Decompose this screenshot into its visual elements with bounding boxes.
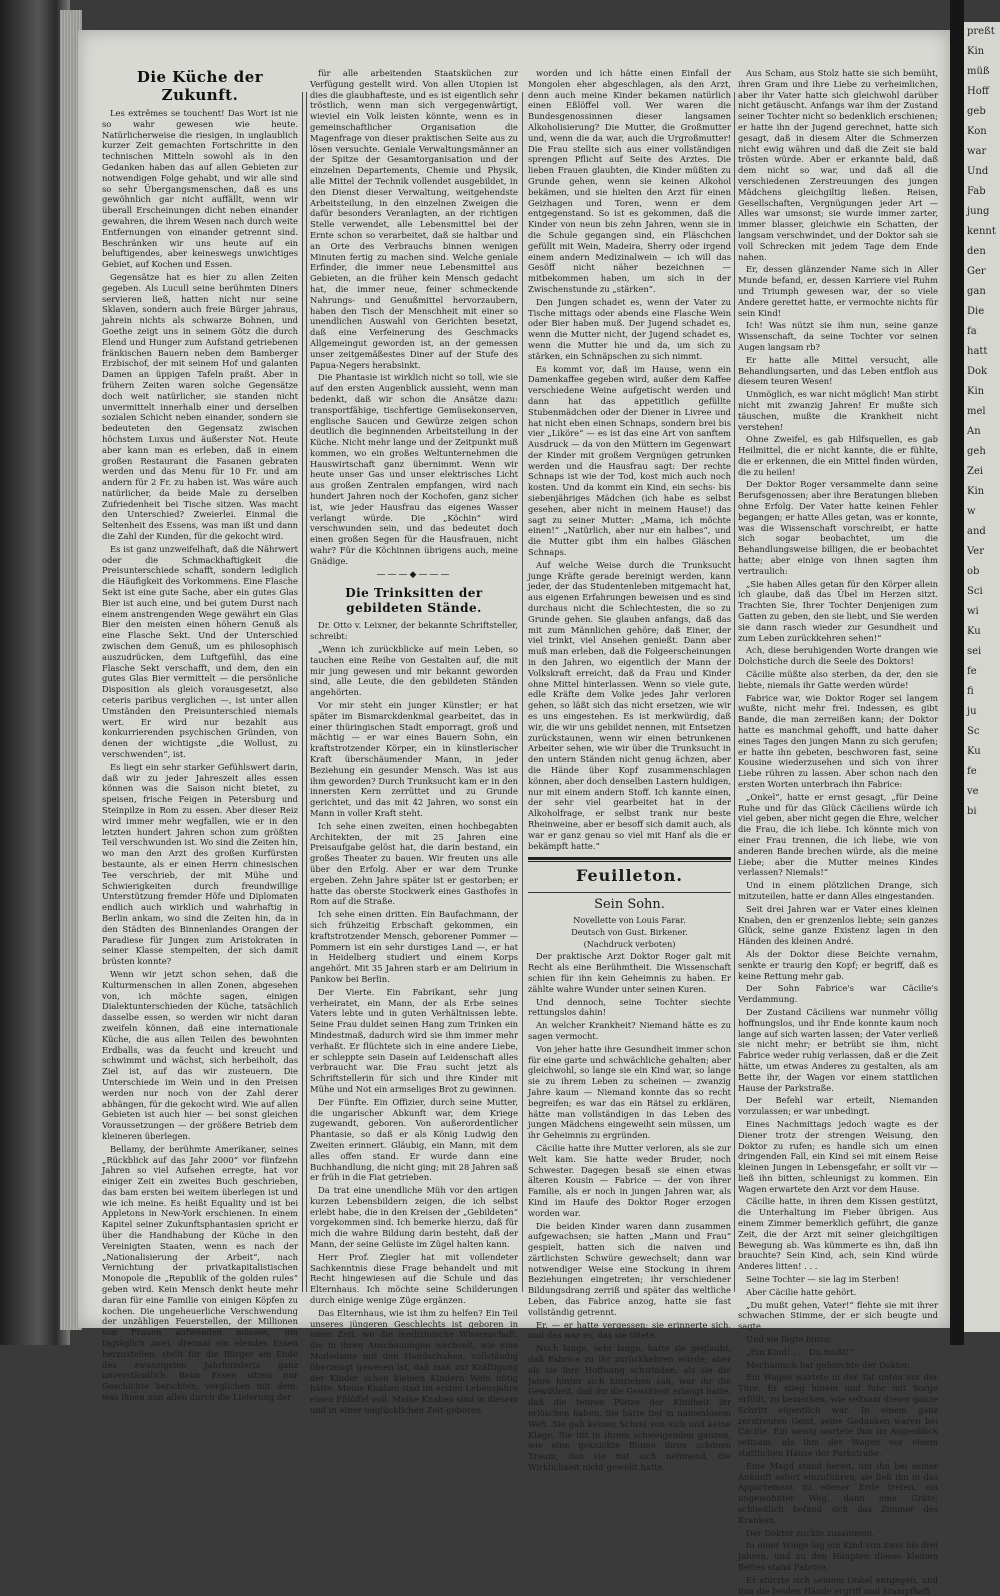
paragraph: Gegensätze hat es hier zu allen Zeiten gegeben. Als Lucull seine berühmten Diners servieren ließ, hatten nicht nur seine Sklaven, sondern auch freie Bürger jahraus, jahrein nichts als schwarze Bohnen, und Goethe zeigt uns in seinem Götz die durch Elend und Hunger zum Aufstand getriebenen fränkischen Bauern neben dem Bamberger Erzbischof, der mit seinem Hof und galanten Damen an üppigen Tafeln praßt. Aber in frühern Zeiten waren solche Gegensätze doch weit natürlicher, sie standen nicht unvermittelt innerhalb einer und derselben sozialen Schicht neben einander, sondern sie bedeuteten den Gegensatz zwischen höchstem Luxus und äußerster Not. Heute aber kann man es erleben, daß in einem großen Restaurant die Fasanen gebraten werden und das Menu für 10 Fr. und am andern für 2 Fr. zu haben ist. Was wäre auch natürlicher, da beide Male zu derselben Zufriedenheit bei Tische sitzen. Was macht den Unterschied? Zweierlei. Einmal die Seltenheit des Essens, was man ißt und dann die Zahl der Kunden, für die gekocht wird. — [102, 271, 298, 542]
paragraph: „Sie haben Alles getan für den Körper allein ich glaube, daß das Übel im Herzen sitzt. Trachten Sie, Ihrer Tochter Denjenigen zum Gatten zu geben, den sie liebt, und Sie werden sie dann rasch wieder zur Gesundheit und zum Leben zurückkehren sehen!“ — [738, 578, 938, 643]
column-rule — [522, 92, 523, 1292]
paragraph: Von jeher hatte ihre Gesundheit immer schon für eine garte und schwächliche gehalten; aber gleichwohl, so lange sie ein Kind war, so lange sie zu ihrem Leben zu scheinen — zwanzig Jahre kaum — Niemand konnte das so recht begreifen; es war das ein Rätsel zu erklären, hätte man vollständigen in das Leben des jungen Mädchens eingeweiht sein müssen, um ihr Geheimnis zu ergründen. — [528, 1043, 731, 1141]
paragraph: worden und ich hätte einen Einfall der Mongolen eher abgeschlagen, als den Arzt, denn auch meine Kinder bekamen natürlich einen Eßlöffel voll. Wer waren die Bundesgenossinnen dieser langsamen Alkoholisierung? Die Mutter, die Großmutter und, wenn die da war, auch die Urgroßmutter! Die Frau stellte sich aus einer vollständigen sprengen Pflicht auf Seite des Arztes. Die lieben Frauen glaubten, die Kinder müßten zu Grunde gehen, wenn sie keinen Alkohol bekämen, und sie hielten den Arzt für einen Geizhagen und Toren, wenn er dem entgegenstand. So ist es gekommen, daß die Kinder von neun bis zehn Jahren, wenn sie in die Schule gegangen sind, ein Fläschchen gefüllt mit Wein, Madeira, Sherry oder irgend einem andern Medizinalwein — ich will das Gesöff nicht näher bezeichnen — mitbekommen haben, um sich in der Zwischenstunde zu „stärken“. — [528, 68, 731, 294]
next-page-fragment: mel — [967, 406, 986, 417]
next-page-fragment: Sc — [967, 726, 980, 737]
next-page-fragment: Kon — [967, 126, 987, 137]
paragraph: Es liegt ein sehr starker Gefühlswert darin, daß wir zu jeder Jahreszeit alles essen können was die Saison nicht bietet, zu speisen, frische Feigen in Petersburg und Steinpilze in Rom zu essen. Aber dieser Reiz wird immer mehr wegfallen, wie er in den letzten hundert Jahren schon zum größten Teil verschwunden ist. Wo sind die Zeiten hin, wo man den Arzt des großen Kurfürsten bestaunte, als er einen Herrn chinesischen Tee verschrieb, der mit Mühe und Schwierigkeiten durch freundwillige Unterstützung fremder Höfe und Diplomaten endlich auch wirklich und wahrhaftig in Berlin ankam, wo sind die Zeiten hin, da in den Städten des Binnenlandes Orangen der Paradiese für Jungen zum Aristokraten in seiner Klasse stempelten, der sich damit brüsten konnte? — [102, 761, 298, 967]
section-divider: ———◆——— — [376, 569, 452, 580]
paragraph: Er, dessen glänzender Name sich in Aller Munde befand, er, dessen Karriere viel Ruhm und Triumph gewesen war, der so viele Andere gerettet hatte, er vermochte nichts für sein Kind! — [738, 264, 938, 318]
next-page-fragment: Ku — [967, 746, 981, 757]
paragraph: Der Befehl war erteilt, Niemanden vorzulassen; er war unbedingt. — [738, 1095, 938, 1117]
paragraph: Seine Tochter — sie lag im Sterben! — [746, 1274, 900, 1285]
next-page-fragment: Kin — [967, 486, 985, 497]
paragraph: Es ist ganz unzweifelhaft, daß die Nährwert oder die Schmackhaftigkeit die Preisunterschiede schafft, sondern lediglich die Häufigkeit des Vorkommens. Eine Flasche Sekt ist eine gute Sache, aber ein gutes Glas Bier ist auch eine, und bei gutem Durst nach einem anstrengenden Wege gewährt ein Glas Bier den meisten einen höhern Genuß als eine Flasche Sekt. Und der Unterschied zwischen dem Genuß, um es philosophisch auszudrücken, dem Luftgefühl, das eine Flasche Sekt verschafft, und dem, den ein gutes Glas Bier vermittelt — die persönliche Disposition als gleich vorausgesetzt, also ceteris paribus verglichen —, ist unter allen Umständen den Preisunterschied niemals wert. Er wird nur bezahlt aus konkurrierenden psychischen Gründen, von denen der wichtigste „die Wollust, zu verschwenden“, ist. — [102, 543, 298, 760]
paragraph: Fabrice war, wie Doktor Roger sei langem wußte, nicht mehr frei. Indessen, es gibt Bande, die man zerreißen kann; der Doktor hatte es manchmal gehofft, und hatte daher eines Tages den jungen Mann zu sich gerufen; er hatte ihn gebeten, beschworen fast, seine Kousine wiederzusehen und sich von ihrer Liebe rühren zu lassen. Aber schon nach den ersten Worten unterbrach ihn Fabrice: — [738, 692, 938, 789]
column-3 — [528, 68, 731, 1473]
page-gap — [950, 0, 964, 1345]
next-page-fragment: wi — [967, 606, 979, 617]
paragraph: für alle arbeitenden Staatsküchen zur Verfügung gestellt wird. Von allen Utopien ist dies die glaubhafteste, und es ist eigentlich sehr tröstlich, wenn man sich vergegenwärtigt, wieviel ein Volk leisten könnte, wenn es in gemeinschaftlicher Organisation die Magenfrage von dieser praktischen Seite aus zu lösen versuchte. Geniale Verwaltungsmänner an der Spitze der Gesamtorganisation und der einzelnen Departements, Chemie und Physik, alle Mittel der Technik vollendet ausgebildet, in den Dienst dieser Verwaltung, weitgehendste Arbeitsteilung, in den einzelnen Zweigen die dafür besonders Veranlagten, an der richtigen Stelle verwendet, alle Lebensmittel bei der Ernte schon so verarbeitet, daß sie haltbar und an Orte des Verbrauchs binnen wenigen Minuten fertig zu machen sind. Welche geniale Erfinder, die immer neue Lebensmittel aus Gebieten, an die früher kein Mensch gedacht hat, die immer neue, feiner schmeckende Nahrungs- und Genußmittel hervorzaubern, haben den Tisch der Menschheit mit einer so unendlichen Auswahl von Gerichten besetzt, daß eine Verfeinerung des Geschmacks Allgemeingut geworden ist, an der gemessen unser zeitgemäßestes Diner auf der Stufe des Papua-Negers herabsinkt. — [310, 68, 518, 370]
paragraph: Als der Doktor diese Beichte vernahm, senkte er traurig den Kopf; er begriff, daß es keine Rettung mehr gab. — [738, 948, 938, 981]
next-page-fragment: müß — [967, 66, 990, 77]
paragraph: Und dennoch, seine Tochter siechte rettungslos dahin! — [528, 996, 731, 1018]
paragraph: Mechanisch hat gehorchte der Doktor. — [746, 1359, 910, 1370]
next-page-fragment: preßt — [967, 26, 995, 37]
paragraph: Ein Wagen wartete in der Tat unten vor der Türe. Er stieg hinein und fuhr mit Sorge erfüllt, zu bemerken, wie seltsam dieser ganze Schritt eigentlich war. In einem ganz zerstreuten Geist, seine Gedanken waren bei Cäcilie. Ein wenig wartete ihm im Augenblick seltsam, als ihm der Wagen vor einem stattlichen Hause der Parkstraße. — [738, 1372, 938, 1459]
paragraph: Seit drei Jahren war er Vater eines kleinen Knaben, den er grenzenlos liebte; sein ganzes Glück, seine ganze Existenz lagen in den Händen des kleinen André. — [738, 903, 938, 947]
paragraph: Ohne Zweifel, es gab Hilfsquellen, es gab Heilmittel, die er nicht kannte, die er fühlte, die er erkennen, die ein Mittel finden würden, die zu heilen! — [738, 434, 938, 477]
paragraph: Das Elternhaus, wie ist ihm zu helfen? Ein Teil unseres jüngeren Geschlechts ist geboren in einer Zeit, wo die medizinische Wissenschaft, die in ihren Anschauungen wechselt, wie eine Modedame mit den Handschuhen, vollständig überzeugt gewesen ist, daß man zur Kräftigung der Kinder schon kleinen Kindern Wein nötig hätte. Meine Knaben sind im ersten Lebensjahre einen Eßlöffel voll. Meine Knaben sind in diesem und in einer unglücklichen Zeit geboren — [310, 1307, 518, 1416]
paragraph: Wenn wir jetzt schon sehen, daß die Kulturmenschen in allen Zonen, abgesehen von, ich möchte sagen, einigen Dialektunterschieden der Küche, tatsächlich dasselbe essen, so werden wir nicht daran zweifeln können, daß eine internationale Küche, die aus allen Teilen des bewohnten Erdballs, was da feucht und kreucht und schwimmt und wächst, sich herbeiholt, das Ziel ist, auf das wir zusteuern. Die Unterschiede im Wein und in den Preisen werden nur noch von der Zahl derer abhängen, für die gekocht wird. Wie auf allen Gebieten ist auch hier — bei sonst gleichen Voraussetzungen — der größere Betrieb dem kleineren überlegen. — [102, 968, 298, 1141]
next-page-fragment: sei — [967, 646, 982, 657]
paragraph: Noch lange, sehr lange, hatte sie geglaubt, daß Fabrice zu ihr zurückkehren würde; aber als sie ihre Hoffnung schwinden, als sie die Jahre hinter sich hinziehen sah, war ihr die Gewißheit, daß ihr die Gewißheit erlangt hatte, daß die teuren Plätze der Kindheit ihr erlöschen haben. Sie hätte tief in namenlosem Weh. Sie gab keinen Schrei von sich und keine Klage. Sie litt in ihrem schweigenden ganzen, wie eine geknickte Blume ihren schönen Traum, den sie mit sich nehmend, die Wirklichkeit nicht gewollt hatte. — [528, 1343, 731, 1473]
next-page-fragment: w — [967, 506, 976, 517]
paragraph: In einer Wiege lag ein Kind von zwei bis drei Jahren, und zu den Häupten dieses kleinen Bettes stand Fabrice. — [738, 1540, 938, 1572]
next-page-fragment: ve — [967, 786, 979, 797]
novel-title: Sein Sohn. — [594, 897, 665, 913]
column-4 — [738, 68, 938, 1596]
paragraph: Ich sehe einen zweiten, einen hochbegabten Architekten, der mit 25 Jahren eine Preisaufgabe gelöst hat, die darin bestand, ein großes Theater zu bauen. Wir freuten uns alle über den Erfolg. Aber er war dem Trunke ergeben. Zehn Jahre später ist er gestorben; er hatte das oberste Stockwerk eines Gasthofes in Rom auf die Straße. — [310, 820, 518, 907]
paragraph: Und in einem plötzlichen Drange, sich mitzuteilen, hatte er dann Alles eingestanden. — [738, 880, 938, 901]
paragraph: Eine Magd stand bereit, um ihn bei seiner Ankunft sofort einzuführen; sie ließ ihn in das Appartement zu ebener Erde treten, ein ungewohnter Weg, dann eine Gräte; schließlich befand sich das Zimmer des Kranken. — [738, 1460, 938, 1525]
paragraph: Die Phantasie ist wirklich nicht so toll, wie sie auf den ersten Augenblick aussieht, wenn man bedenkt, daß wir schon die Ansätze dazu: transportfähige, tischfertige Gemüsekonserven, englische Saucen und Gewürze zeigen schon deutlich die beginnenden Arbeitsteilung in der Küche. Nicht mehr lange und der Zeitpunkt muß kommen, wo ein großes Weltunternehmen die Hauswirtschaft ganz übernimmt. Wenn wir heute unser Gas und unser elektrisches Licht aus großen Zentralen empfangen, wird nach hundert Jahren noch der Kochofen, ganz sicher ist, wie jeder Hausfrau das eigenes Wasser verlangt würde. Die „Köchin“ wird verschwunden sein, und das bedeutet doch einen großen Segen für die Hausfrauen, nicht wahr? Für die Köchinnen übrigens auch, meine Gnädige. — [310, 372, 518, 566]
paragraph: An welcher Krankheit? Niemand hätte es zu sagen vermocht. — [528, 1020, 731, 1041]
next-page-fragment: Ku — [967, 626, 981, 637]
paragraph: Ich! Was nützt sie ihm nun, seine ganze Wissenschaft, da seine Tochter vor seinen Augen langsam rb? — [738, 320, 938, 352]
feuilleton-heading: Feuilleton. — [576, 866, 683, 886]
feuilleton-rule — [528, 857, 731, 862]
paragraph: Les extrêmes se touchent! Das Wort ist nie so wahr gewesen wie heute. Natürlicherweise die riesigen, in unglaublich kurzer Zeit gemachten Fortschritte in den technischen Mitteln sowohl als in den Gedanken haben das auf allen Gebieten zur notwendigen Folge gehabt, und wir alle sind so sehr Übergangsmenschen, daß es uns gewöhnlich gar nicht auffällt, wenn wir überall Erscheinungen dicht neben einander gewahren, die ihrem Wesen nach durch weite Entfernungen von einander getrennt sind. Beschränken wir uns heute auf ein beluftigendes, aber keineswegs unwichtiges Gebiet, auf Kochen und Essen. — [102, 108, 298, 270]
divider — [528, 892, 731, 893]
next-page-fragment: Die — [967, 306, 985, 317]
next-page-fragment: Ger — [967, 266, 986, 277]
next-page-fragment: bi — [967, 806, 977, 817]
paragraph: Auf welche Weise durch die Trunksucht junge Kräfte gerade bereinigt werden, kann jeder, der das Studentenleben mitgemacht hat, aus eigenen Erfahrungen beweisen und es sind durchaus nicht die Schlechtesten, die so zu Grunde gehen. Sie glauben anfangs, daß das mit zum Männlichen gehöre; daß Einer, der viel trinkt, viel Ansehen genießt. Dann aber muß man erleben, daß die Folgeerscheinungen in den Jahren, wo eigentlich der Mann der Volkskraft erreicht, daß da Frau und Kinder ohne Mittel hinterlassen. Wenn so viele gute, edle Kräfte dem Volke jedes Jahr verloren gehen, so läßt sich das nicht ersetzen, wie wir es uns eingestehen. Es ist merkwürdig, daß wir, die wir uns gebildet nennen, mit Entsetzen zurückstaunen, wenn wir einen betrunkenen Arbeiter sehen, wie wir über die Trunksucht in den untern Ständen nicht genug ächzen, aber die Hände über Kopf zusammenschlagen können, aber doch denselben Lastern huldigen, nur mit einem andern Stoff. Ich kannte einen, der sehr viel gearbeitet hat in der Alkoholfrage, er selbst trank nur beste Rheinweine, aber er besoff sich damit auch, als war er ganz genau so viel mit Hanf als die er bekämpft hatte.“ — [528, 559, 731, 851]
novel-author: Novellette von Louis Farar. — [573, 915, 686, 926]
paragraph: Unmöglich, es war nicht möglich! Man stirbt nicht mit zwanzig Jahren! Er mußte sich täuschen, mußte die Krankheit nicht verstehen! — [738, 389, 938, 432]
next-page-fragment: and — [967, 526, 986, 537]
next-page-fragment: Fab — [967, 186, 986, 197]
next-page-fragment: hatt — [967, 346, 988, 357]
paragraph: Der Sohn Fabrice's war Cäcilie's Verdammung. — [738, 983, 938, 1005]
paragraph: „Du mußt gehen, Vater!“ flehte sie mit ihrer schwachen Stimme, der er sich beugte und sagte. — [738, 1299, 938, 1332]
paragraph: Cäcilie hatte, in ihren dem Kissen gestützt, die Unterhaltung im Fieber übrigen. Aus einem Zimmer bemerklich geführt, die ganze Zeit, die der Arzt mit seiner gleichgiltigen Bewegung ab. Was kümmerte es ihn, daß ihn brauchte? Sein Kind, ach, sein Kind würde Anderes litten! . . . — [738, 1196, 938, 1272]
paragraph: „Ein Kind! . . . Du mußt!“ — [746, 1346, 854, 1357]
next-page-fragment: gan — [967, 286, 986, 297]
next-page-fragment: war — [967, 146, 987, 157]
paragraph: Die beiden Kinder waren dann zusammen aufgewachsen; sie hatten „Mann und Frau“ gespielt, hatten sich die naiven und zärtlichsten Schwüre gewechselt; dann war notwendiger Weise eine Stockung in ihrem Beziehungen eingetreten; ihr verschiedener Bildungsdrang zerriß und später das weltliche Leben, das Fabrice anzog, hatte sie fast vollständig getrennt. — [528, 1220, 731, 1317]
paragraph: Der Zustand Cäciliens war nunmehr völlig hoffnungslos, und ihr Ende konnte kaum noch lange auf sich warten lassen; der Vater verließ sie nicht mehr; er betrübt sie ihm, nicht Fabrice weder ruhig verlassen, daß er die Zeit hätte, um etwas Anderes zu gestalten, als am Bette ihr, der Wagen vor einem stattlichen Hause der Parkstraße. — [738, 1006, 938, 1093]
paragraph: Es kommt vor, daß im Hause, wenn ein Damenkaffee gegeben wird, außer dem Kaffee verschiedene Weine aufgetischt werden und dann hat das appetitlich gefüllte Stubenmädchen oder der Diener in Livree und hat nicht eben einen Schnaps, sondern brei bis vier „Liköre“ — es ist das eine Art von sanftem Ausdruck — da von den Müttern im Gegenwart der Kinder mit großem Vergnügen getrunken werden und die Hausfrau sagt: Der rechte Schnaps ist wie der Tod, kost mich auch noch kosten. Und da kommt ein Kind, ein sechs- bis siebenjähriges Mädchen (ich habe es selbst gesehen, aber nicht in meinem Hause!) das sagt zu seiner Mutter: „Mama, ich möchte einen!“ „Natürlich, aber nur ein halbes“, und die Mutter gibt ihm ein halbes Gläschen Schnaps. — [528, 363, 731, 558]
paragraph: Ich sehe einen dritten. Ein Baufachmann, der sich frühzeitig Erbschaft gekommen, ein kraftstrotzender Mensch, geborener Pommer — Pommern ist ein sehr durstiges Land —, er hat in Heidelberg studiert und einem Korps angehört. Mit 35 Jahren starb er am Delirium in Pankow bei Berlin. — [310, 909, 518, 984]
column-rule — [302, 92, 307, 1292]
paragraph: Eines Nachmittags jedoch wagte es der Diener trotz der strengen Weisung, den Doktor zu rufen; es handle sich um einen dringenden Fall, ein Kind sei mit einem Reise kleinen Jungen in Lebensgefahr, er sollt vir — ließ ihn bitten, schleunigst zu kommen. Ein Wagen erwartete den Arzt vor dem Hause. — [738, 1118, 938, 1194]
paragraph: Ach, diese beruhigenden Worte drangen wie Dolchstiche durch die Seele des Doktors! — [738, 645, 938, 667]
next-page-fragment: Sci — [967, 586, 983, 597]
paragraph: Da trat eine unendliche Müh vor den artigen kurzen Lebensbildern zeigen, die ich selbst erlebt habe, die in den Kreisen der „Gebildeten“ vorgekommen sind. Ich bemerke hierzu, daß für mich die wahre Bildung darin besteht, daß der Mann, der seine Gelüste im Zügel halten kann. — [310, 1185, 518, 1250]
paragraph: Vor mir steht ein junger Künstler; er hat später im Bismarckdenkmal gearbeitet, das in einer thüringischen Stadt emporragt, groß und mächtig — er war eines Bauern Sohn, ein kraftstrotzender Körper, ein in künstlerischer Kraft überschäumender Mann, in jeder Beziehung ein gesunder Mensch. Was ist aus ihm geworden? Durch Trunksucht kam er in den innersten Kern zerrüttet und zu Grunde gerichtet, und das mit 42 Jahren, wo sonst ein Mann in voller Kraft steht. — [310, 700, 518, 818]
column-2 — [310, 68, 518, 1416]
next-page-fragment: jung — [967, 206, 990, 217]
next-page-fragment: fi — [967, 686, 974, 697]
paragraph: Cäcilie müßte also sterben, da der, den sie liebte, niemals ihr Gatte werden würde! — [738, 669, 938, 690]
paragraph: Er, — er hatte vergessen; sie erinnerte sich, und das war es, das sie tötete. — [528, 1319, 731, 1341]
next-page-fragment: fe — [967, 766, 977, 777]
next-page-edge — [964, 22, 1000, 1332]
next-page-fragment: den — [967, 246, 986, 257]
next-page-fragment: Kin — [967, 46, 985, 57]
next-page-fragment: Kin — [967, 386, 985, 397]
next-page-fragment: geb — [967, 106, 986, 117]
paragraph: Der Doktor zuckte zusammen. — [746, 1527, 875, 1538]
next-page-fragment: Und — [967, 166, 989, 177]
article-heading-trinksitten: Die Trinksitten der gebildeten Stände. — [345, 586, 483, 616]
paragraph: Dr. Otto v. Leixner, der bekannte Schriftsteller, schreibt: — [310, 620, 518, 642]
next-page-fragment: fa — [967, 326, 977, 337]
paragraph: „Wenn ich zurückblicke auf mein Leben, so tauchen eine Reihe von Gestalten auf, die mit mir jung gewesen und mir bekannt geworden sind, alle Leute, die den gebildeten Ständen angehörten. — [310, 644, 518, 698]
next-page-fragment: ob — [967, 566, 980, 577]
reprint-notice: (Nachdruck verboten) — [583, 939, 676, 950]
next-page-fragment: fe — [967, 666, 977, 677]
paragraph: „Onkel“, hatte er ernst gesagt, „für Deine Ruhe und für das Glück Cäciliens würde ich viel geben, aber nicht gegen die Ehre, welcher die Frau, die ich liebe. Ich könnte mich von einer Frau trennen, die ich liebe, wie von anderen Bande brechen würde, als die meine Liebe; aber die Mutter meines Kindes verlassen? Niemals!“ — [738, 791, 938, 878]
paragraph: Aber Cäcilie hatte gehört. — [746, 1286, 857, 1297]
paragraph: Der praktische Arzt Doktor Roger galt mit Recht als eine Berühmtheit. Die Wissenschaft schien für ihn kein Geheimnis zu haben. Er zählte wahre Wunder unter seinen Kuren. — [528, 951, 731, 994]
paragraph: Und sie fügte hinzu: — [746, 1334, 833, 1345]
paragraph: Der Fünfte. Ein Offizier, durch seine Mutter, die ungarischer Abkunft war, dem Kriege zugewandt, geboren. Von außerordentlicher Phantasie, so daß er als König Ludwig den Zweiten erinnert. Gläubig, ein Mann, mit dem alles offen stand. Er wurde dann eine Buchhandlung, die nicht ging; mit 28 Jahren saß er früh in die Fiat getrieben. — [310, 1096, 518, 1183]
novel-translator: Deutsch von Gust. Birkener. — [571, 927, 688, 938]
next-page-fragment: Zei — [967, 466, 984, 477]
next-page-fragment: ju — [967, 706, 977, 717]
next-page-fragment: kennt — [967, 226, 996, 237]
paragraph: Der Doktor Roger versammelte dann seine Berufsgenossen; aber ihre Beratungen blieben ohne Erfolg. Der Vater hatte keinen Fehler begangen; er hatte Alles getan, was er konnte, was die Wissenschaft vorschreibt, er hatte sich sogar beobachtet, um die Behandlungsweise billigen, die er beobachtet hatte; aber einige von ihnen sagten ihm vertraulich: — [738, 479, 938, 576]
next-page-fragment: Dok — [967, 366, 988, 377]
paragraph: Bellamy, der berühmte Amerikaner, seines „Rückblick auf das Jahr 2000“ vor fünfzehn Jahren so viel Aufsehen erregte, hat vor einiger Zeit ein zweites Buch geschrieben, das bam ersten bei weitem überlegen ist und wie ich meine. Es heißt Equality und ist bei Appletons in New-York erschienen. In einem Kapitel seiner Zukunftsphantasien spricht er über die Handhabung der Küche in den Vereinigten Staaten, wenn es nach der „Nationalisierung der Arbeit“, nach Vernichtung der privatkapitalistischen Monopole die „Republik of the golden rules“ geben wird. Kein Mensch denkt heute mehr daran für eine Familie von einigen Köpfen zu kochen. Die ungeheuerliche Verschwendung der unzähligen Feuerstellen, der Millionen von Frauen aufwenden müssen, um tagtäglich zwei, dreimal ein elendes Essen herzustellen, stellt für die Bürger am Ende des zwanzigsten Jahrhunderts ganz unverständlich. Beim Essen sitzen nur Geschichte berichten, verglichen mit dem, was ihnen nun allen durch die Lieferung der — [102, 1143, 298, 1403]
paragraph: Cäcilie hatte ihre Mutter verloren, als sie zur Welt kam. Sie hatte weder Bruder, noch Schwester. Dagegen besaß sie einen etwas älteren Kousin — Fabrice — der von ihrer Familie, als er noch in jungen Jahren war, als Kind im Haufe des Doktor Roger erzogen worden war. — [528, 1142, 731, 1218]
next-page-fragment: An — [967, 426, 981, 437]
paragraph: Der Vierte. Ein Fabrikant, sehr jung verheiratet, ein Mann, der als Erbe seines Vaters lebte und in guten Verhältnissen lebte. Seine Frau duldet seinen Hang zum Trinken ein Mindestmaß, dadurch wird sie ihm immer mehr verhaßt. Er flüchtete sich in eine andere Liebe, er schleppte sein Dasein auf Leidenschaft alles verbraucht war. Die Frau sucht jetzt als Schriftstellerin für sich und ihre Kinder mit Mühe und Not ein armseliges Brot zu gewinnen. — [310, 986, 518, 1094]
article-heading-kueche: Die Küche der Zukunft. — [136, 68, 264, 104]
paragraph: Den Jungen schadet es, wenn der Vater zu Tische mittags oder abends eine Flasche Wein oder Bier haben muß. Der Jugend schadet es, wenn die Mutter nicht, der Jugend schadet es, wenn die Mutter hie und da, um sich zu stärken, ein Schnäpschen zu sich nimmt. — [528, 296, 731, 361]
next-page-fragment: Hoff — [967, 86, 989, 97]
paragraph: Aus Scham, aus Stolz hatte sie sich bemüht, ihren Gram und ihre Liebe zu verheimlichen, aber ihr Vater hatte sich gleichwohl darüber nicht getäuscht. Anfangs war ihm der Zustand seiner Tochter nicht so bedenklich erschienen; er hatte ihn der Jugend gerechnet, hatte sich gesagt, daß in diesem Alter die Schmerzen nicht ewig währen und daß die Zeit sie bald trösten würde. Aber er erkannte bald, daß dem nicht so war, und daß all die verschiedenen Zerstreuungen des jungen Mädchens gleichgiltig ließen. Reisen, Gesellschaften, Vergnügungen jeder Art — Alles war umsonst; sie wurde immer zarter, immer blasser, gleichwie ein Schatten, der langsam verschwindet, und der Doktor sah sie voll Schrecken mit jedem Tage dem Ende nahen. — [738, 68, 938, 262]
next-page-fragment: geh — [967, 446, 986, 457]
paragraph: Er stürzte sich seinem Onkel entgegen, und ihm die beiden Hände ergriff und krampfhaft — [738, 1574, 938, 1596]
column-1 — [102, 68, 298, 1403]
next-page-fragment: Ver — [967, 546, 985, 557]
column-rule — [734, 92, 735, 1292]
paragraph: Herr Prof. Ziegler hat mit vollendeter Sachkenntnis diese Frage behandelt und mit Recht hingewiesen auf die Schule und das Elternhaus. Ich möchte seine Schilderungen durch einige wenige Züge ergänzen. — [310, 1251, 518, 1306]
paragraph: Er hatte alle Mittel versucht, alle Behandlungsarten, und das Leben entfloh aus diesem teuren Wesen! — [738, 354, 938, 387]
